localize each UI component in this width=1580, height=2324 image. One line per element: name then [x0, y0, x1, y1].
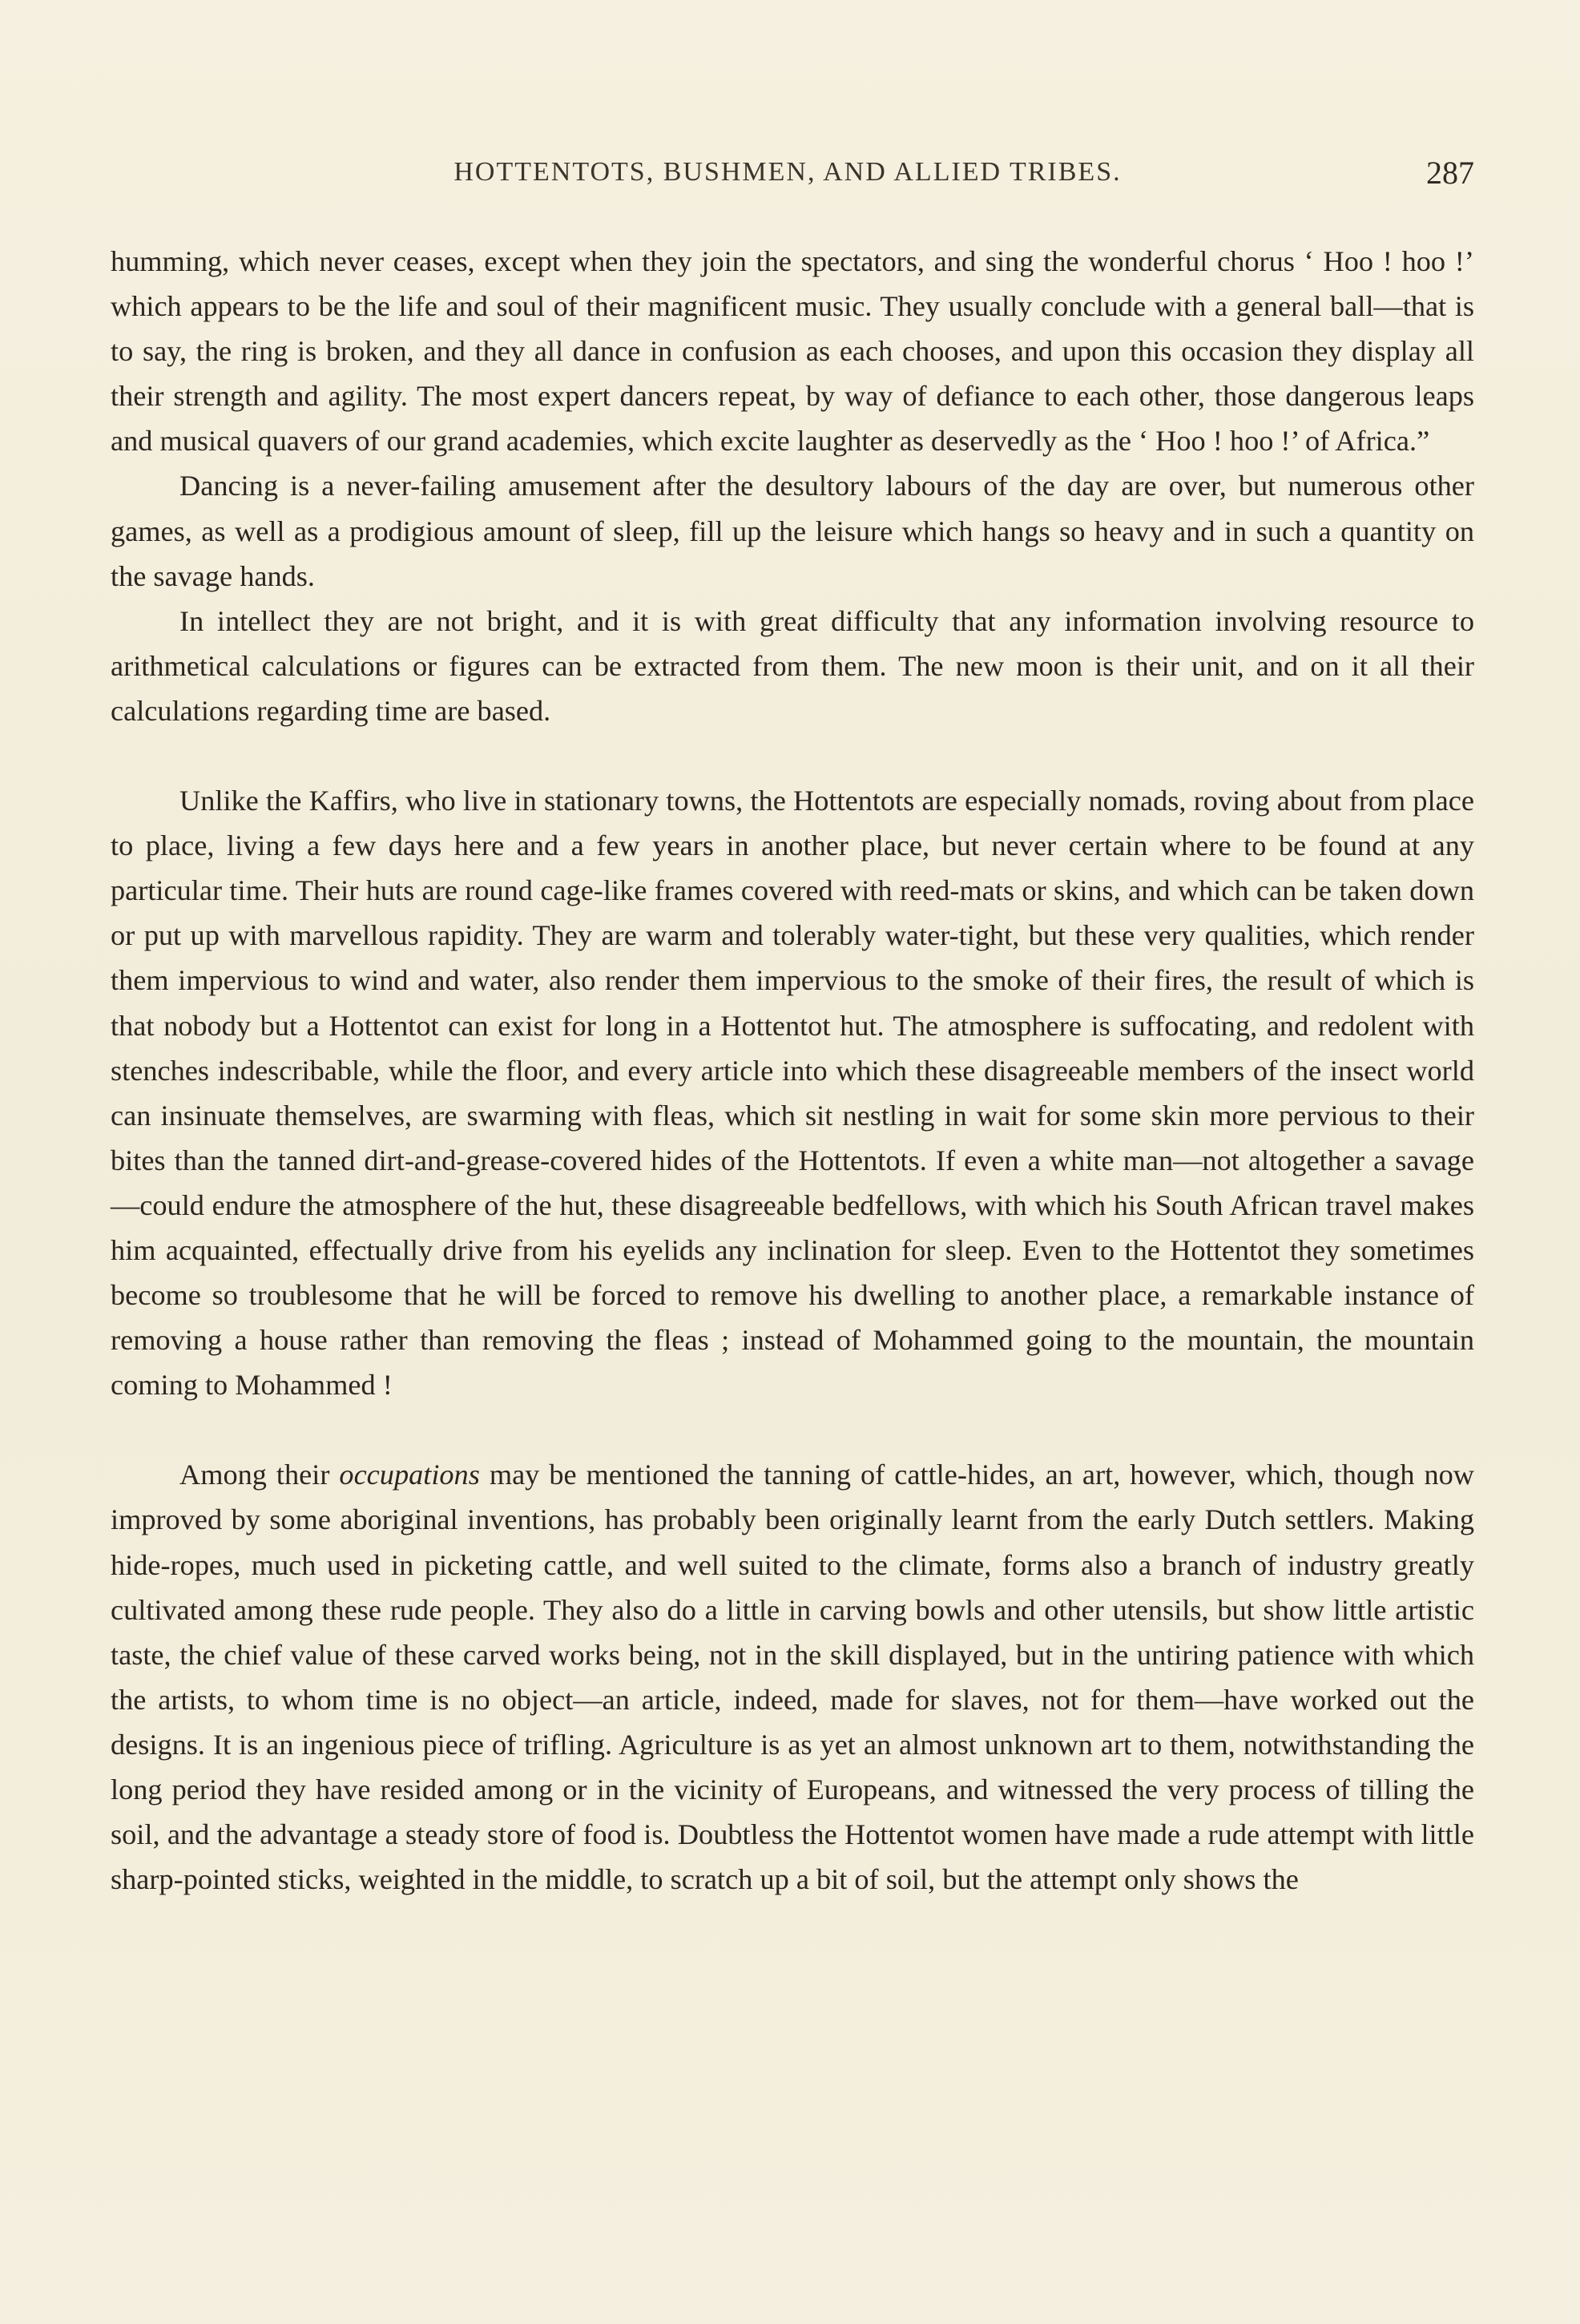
occupations-text-before: Among their — [179, 1459, 340, 1491]
paragraph-intellect: In intellect they are not bright, and it is with great difficulty that any information involving resource to arithmetical calculations or figures can be extracted from them. The new moon is their unit, and on it all their calculations regarding time are based. — [111, 604, 1474, 727]
paragraph-occupations — [111, 1452, 1474, 1902]
running-head — [111, 155, 1474, 197]
page-number: 287 — [1426, 155, 1474, 191]
paragraph-music-quote: humming, which never ceases, except when they join the spectators, and sing the wonderful chorus ‘ Hoo ! hoo !’ which appears to be the life and soul of their magnificent music. They usually conclude with a general ball—that is to say, the ring is broken, and they all dance in confusion as each chooses, and upon this occasion they display all their strength and agility. The most expert dancers repeat, by way of defiance to each other, those dangerous leaps and musical quavers of our grand academies, which excite laughter as deservedly as the ‘ Hoo ! hoo !’ of Africa.” — [111, 245, 1474, 458]
occupations-emphasis: occupations — [339, 1459, 480, 1491]
body-text — [111, 239, 1474, 1902]
paragraph-nomads: Unlike the Kaffirs, who live in stationary towns, the Hottentots are especially nomads, roving about from place to place, living a few days here and a few years in another place, but never certain where to be found at any particular time. Their huts are round cage-like frames covered with reed-mats or skins, and which can be taken down or put up with marvellous rapidity. They are warm and tolerably water-tight, but these very qualities, which render them impervious to wind and water, also render them impervious to the smoke of their fires, the result of which is that nobody but a Hottentot can exist for long in a Hottentot hut. The atmosphere is suffocating, and redolent with stenches indescribable, while the floor, and every article into which these disagreeable members of the insect world can insinuate themselves, are swarming with fleas, which sit nestling in wait for some skin more pervious to their bites than the tanned dirt-and-grease-covered hides of the Hottentots. If even a white man—not altogether a savage —could endure the atmosphere of the hut, these disagreeable bedfellows, with which his South African travel makes him acquainted, effectually drive from his eyelids any inclination for sleep. Even to the Hottentot they sometimes become so troublesome that he will be forced to remove his dwelling to another place, a remarkable instance of removing a house rather than removing the fleas ; instead of Mohammed going to the mountain, the mountain coming to Mohammed ! — [111, 785, 1474, 1402]
paragraph-dancing: Dancing is a never-failing amusement after the desultory labours of the day are over, but numerous other games, as well as a prodigious amount of sleep, fill up the leisure which hangs so heavy and in such a quantity on the savage hands. — [111, 470, 1474, 592]
running-title: HOTTENTOTS, BUSHMEN, AND ALLIED TRIBES. — [453, 157, 1122, 187]
occupations-text-after: may be mentioned the tanning of cattle-hides, an art, however, which, though now improved by some aboriginal inventions, has probably been originally learnt from the early Dutch settlers. Making hide-ropes, much used in picketing cattle, and well suited to the climate, forms also a branch of industry greatly cultivated among these rude people. They also do a little in carving bowls and other utensils, but show little artistic taste, the chief value of these carved works being, not in the skill displayed, but in the untiring patience with which the artists, to whom time is no object—an article, indeed, made for slaves, not for them—have worked out the designs. It is an ingenious piece of trifling. Agriculture is as yet an almost unknown art to them, notwithstanding the long period they have resided among or in the vicinity of Europeans, and witnessed the very process of tilling the soil, and the advantage a steady store of food is. Doubtless the Hottentot women have made a rude attempt with little sharp-pointed sticks, weighted in the middle, to scratch up a bit of soil, but the attempt only shows the — [111, 1459, 1474, 1896]
